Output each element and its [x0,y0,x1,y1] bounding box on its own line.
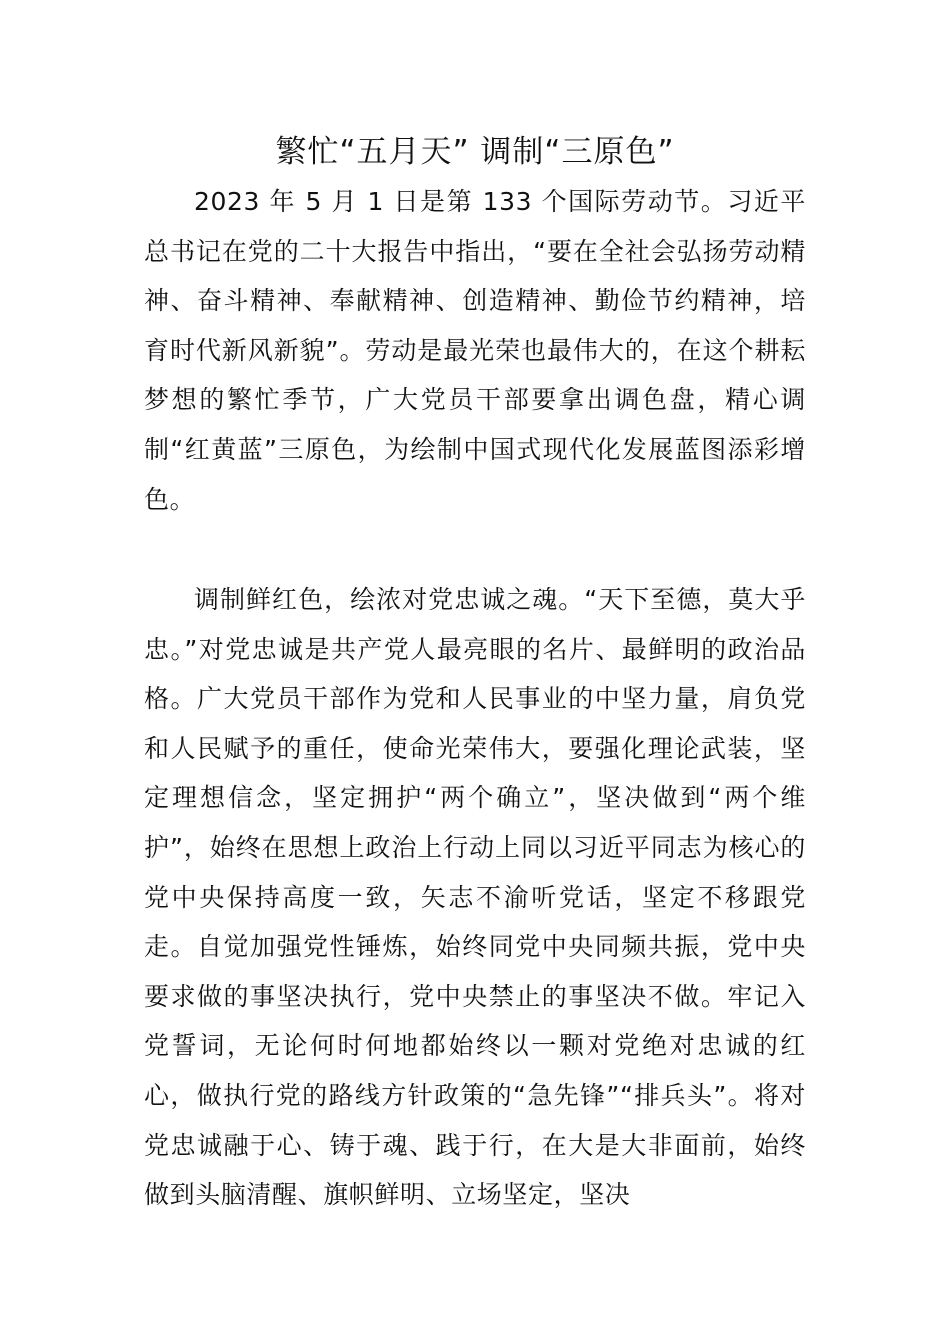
document-title: 繁忙“五月天” 调制“三原色” [275,134,675,170]
paragraph-intro: 2023 年 5 月 1 日是第 133 个国际劳动节。习近平总书记在党的二十大报告中指出，“要在全社会弘扬劳动精神、奋斗精神、奉献精神、创造精神、勤俭节约精神，培育时代新风新貌”。劳动是最光荣也最伟大的，在这个耕耘梦想的繁忙季节，广大党员干部要拿出调色盘，精心调制“红黄蓝”三原色，为绘制中国式现代化发展蓝图添彩增色。 [144,187,806,514]
paragraph-red: 调制鲜红色，绘浓对党忠诚之魂。“天下至德，莫大乎忠。”对党忠诚是共产党人最亮眼的名片、最鲜明的政治品格。广大党员干部作为党和人民事业的中坚力量，肩负党和人民赋予的重任，使命光荣伟大，要强化理论武装，坚定理想信念，坚定拥护“两个确立”，坚决做到“两个维护”，始终在思想上政治上行动上同以习近平同志为核心的党中央保持高度一致，矢志不渝听党话，坚定不移跟党走。自觉加强党性锤炼，始终同党中央同频共振，党中央要求做的事坚决执行，党中央禁止的事坚决不做。牢记入党誓词，无论何时何地都始终以一颗对党绝对忠诚的红心，做执行党的路线方针政策的“急先锋”“排兵头”。将对党忠诚融于心、铸于魂、践于行，在大是大非面前，始终做到头脑清醒、旗帜鲜明、立场坚定，坚决 [144,585,806,1210]
